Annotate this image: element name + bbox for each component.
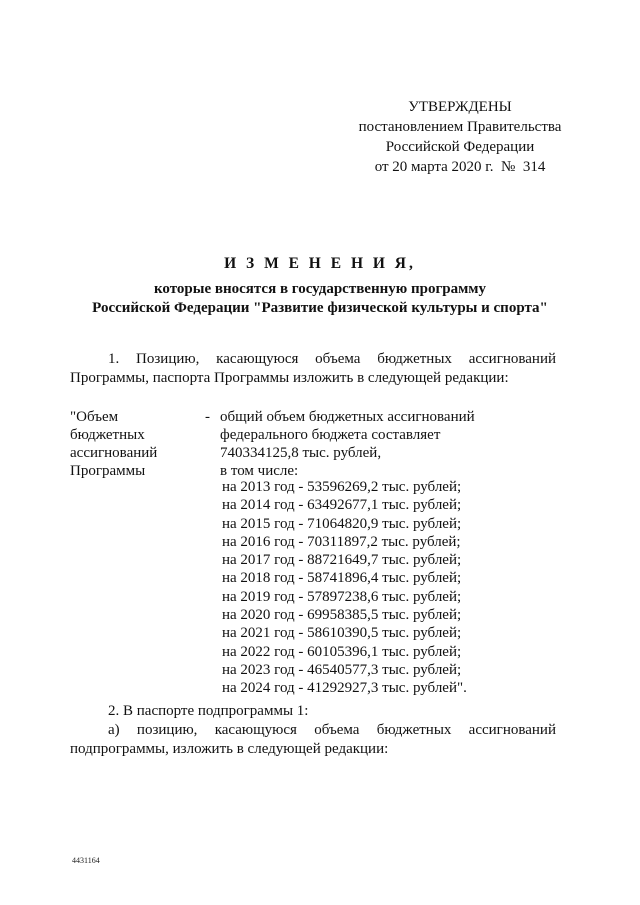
year-allocation-item: на 2024 год - 41292927,3 тыс. рублей". — [222, 680, 467, 697]
approval-line-2: Российской Федерации — [385, 139, 535, 155]
year-allocation-item: на 2018 год - 58741896,4 тыс. рублей; — [222, 570, 462, 587]
position-label-line: бюджетных — [70, 427, 145, 443]
position-value-line: общий объем бюджетных ассигнований — [220, 409, 475, 425]
year-allocation-item: на 2021 год - 58610390,5 тыс. рублей; — [222, 625, 462, 642]
year-allocation-list — [222, 478, 467, 698]
approval-block — [345, 97, 575, 177]
paragraph-2-line-1: 2. В паспорте подпрограммы 1: — [108, 703, 309, 719]
document-subtitle — [0, 280, 640, 318]
year-allocation-item: на 2016 год - 70311897,2 тыс. рублей; — [222, 533, 461, 550]
position-value-line: федерального бюджета составляет — [220, 427, 441, 443]
position-value — [220, 408, 520, 480]
paragraph-1-line-1: 1. Позицию, касающуюся объема бюджетных ассигнований — [108, 351, 556, 367]
position-label-line: Программы — [70, 463, 146, 479]
approval-line-3: от 20 марта 2020 г. № 314 — [374, 159, 546, 175]
year-allocation-item: на 2014 год - 63492677,1 тыс. рублей; — [222, 497, 462, 514]
year-allocation-item: на 2023 год - 46540577,3 тыс. рублей; — [222, 661, 462, 678]
position-label-line: ассигнований — [70, 445, 158, 461]
paragraph-3-line-2: подпрограммы, изложить в следующей редакции: — [70, 741, 389, 757]
subtitle-line-1: которые вносятся в государственную программу — [153, 281, 487, 297]
paragraph-1-line-2: Программы, паспорта Программы изложить в следующей редакции: — [70, 370, 509, 386]
year-allocation-item: на 2013 год - 53596269,2 тыс. рублей; — [222, 479, 462, 495]
year-allocation-item: на 2015 год - 71064820,9 тыс. рублей; — [222, 515, 462, 532]
year-allocation-item: на 2020 год - 69958385,5 тыс. рублей; — [222, 607, 462, 624]
paragraph-3 — [70, 721, 556, 759]
position-value-line: 740334125,8 тыс. рублей, — [220, 445, 382, 461]
approval-heading: УТВЕРЖДЕНЫ — [408, 99, 512, 115]
year-allocation-item: на 2017 год - 88721649,7 тыс. рублей; — [222, 552, 462, 569]
paragraph-2 — [70, 702, 556, 721]
document-id: 4431164 — [72, 856, 100, 865]
approval-line-1: постановлением Правительства — [358, 119, 562, 135]
paragraph-3-line-1: а) позицию, касающуюся объема бюджетных ассигнований — [108, 722, 556, 738]
year-allocation-item: на 2022 год - 60105396,1 тыс. рублей; — [222, 643, 462, 660]
position-label-line: "Объем — [70, 409, 119, 425]
position-dash: - — [205, 409, 210, 425]
document-title: И З М Е Н Е Н И Я, — [224, 255, 416, 272]
subtitle-line-2: Российской Федерации "Развитие физической культуры и спорта" — [92, 300, 548, 316]
position-value-line: в том числе: — [220, 463, 299, 479]
year-allocation-item: на 2019 год - 57897238,6 тыс. рублей; — [222, 588, 462, 605]
paragraph-1 — [70, 350, 556, 388]
position-label — [70, 408, 200, 480]
